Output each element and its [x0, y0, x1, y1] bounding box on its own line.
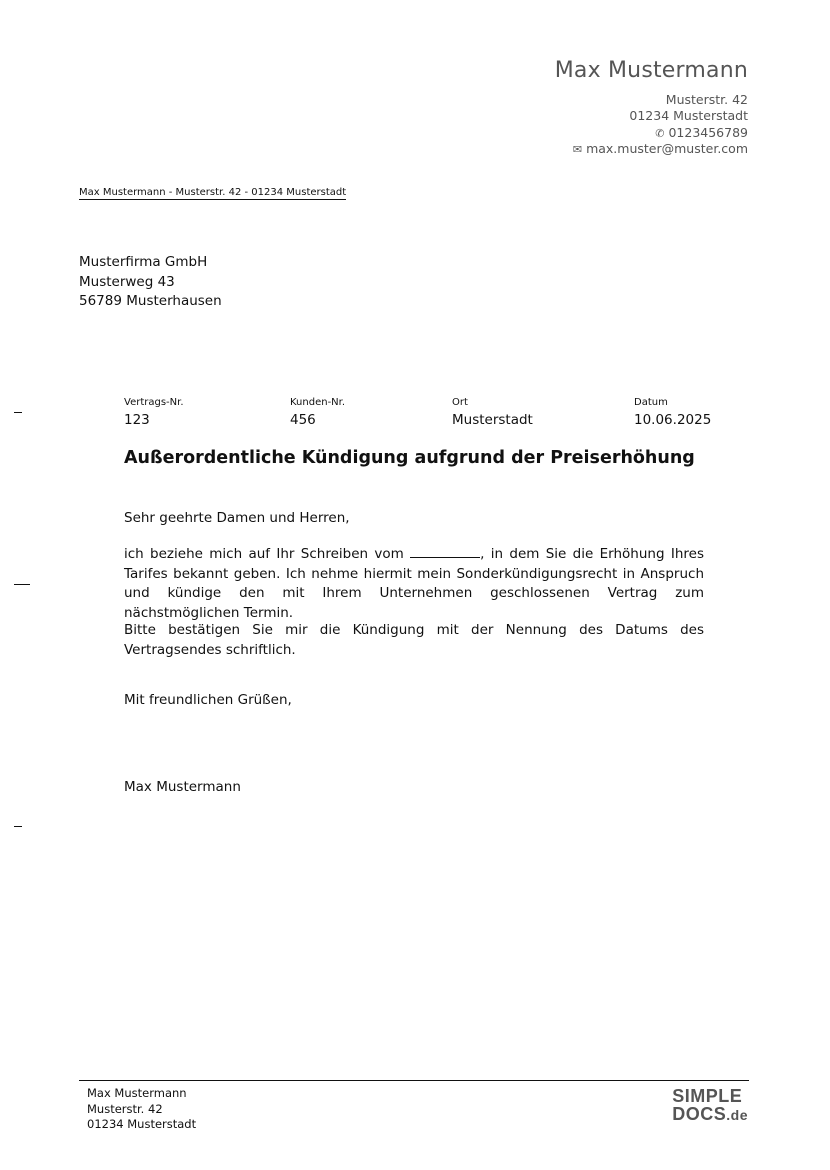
- ref-customer-label: Kunden-Nr.: [290, 397, 346, 408]
- ref-place: [452, 397, 533, 428]
- closing: Mit freundlichen Grüßen,: [124, 692, 292, 708]
- footer-name: Max Mustermann: [87, 1086, 187, 1100]
- sender-phone: 0123456789: [668, 125, 748, 140]
- logo-line-2: [672, 1105, 748, 1124]
- letter-subject: Außerordentliche Kündigung aufgrund der Preiserhöhung: [124, 448, 695, 468]
- fold-mark-bottom: [14, 826, 22, 827]
- recipient-street: Musterweg 43: [79, 273, 175, 290]
- recipient-address: [79, 253, 222, 312]
- paragraph-2: Bitte bestätigen Sie mir die Kündigung mit der Nennung des Datums des Vertragsendes schriftlich.: [124, 622, 704, 658]
- logo-tld: .de: [726, 1107, 748, 1123]
- sender-name: Max Mustermann: [554, 58, 748, 83]
- ref-customer-value: 456: [290, 412, 316, 428]
- logo-line-1: SIMPLE: [672, 1086, 743, 1106]
- recipient-company: Musterfirma GmbH: [79, 254, 208, 270]
- ref-place-value: Musterstadt: [452, 412, 533, 428]
- date-blank-line: [410, 545, 480, 558]
- simpledocs-logo: [672, 1087, 748, 1124]
- ref-place-label: Ort: [452, 397, 468, 408]
- ref-contract-value: 123: [124, 412, 150, 428]
- footer-divider: [79, 1080, 749, 1081]
- ref-date-label: Datum: [634, 397, 668, 408]
- ref-contract-label: Vertrags-Nr.: [124, 397, 184, 408]
- fold-mark-top: [14, 412, 22, 413]
- footer-address: [87, 1086, 196, 1133]
- signature-name: Max Mustermann: [124, 779, 241, 795]
- recipient-city: 56789 Musterhausen: [79, 293, 222, 309]
- ref-customer: [290, 397, 345, 428]
- footer-street: Musterstr. 42: [87, 1101, 163, 1116]
- footer-city: 01234 Musterstadt: [87, 1117, 197, 1131]
- ref-contract: [124, 397, 184, 428]
- paragraph-1-end: , in dem Sie die Erhöhung Ihres Tarifes bekannt geben. Ich nehme hiermit mein Sonderkündigungsrecht in Anspruch und kündige den mit Ihrem Unternehmen geschlossenen Vertrag zum nächstmöglichen Termin.: [124, 546, 704, 621]
- sender-phone-line: [655, 125, 748, 140]
- sender-email: max.muster@muster.com: [586, 141, 748, 156]
- phone-icon: ✆: [655, 127, 665, 140]
- paragraph-1-start: ich beziehe mich auf Ihr Schreiben vom: [124, 546, 404, 562]
- sender-email-line: [573, 141, 748, 156]
- paragraph-1: [124, 545, 704, 623]
- envelope-icon: ✉: [572, 143, 583, 156]
- sender-city: 01234 Musterstadt: [629, 108, 748, 123]
- return-address: Max Mustermann - Musterstr. 42 - 01234 Musterstadt: [79, 187, 347, 198]
- sender-street: Musterstr. 42: [665, 92, 748, 107]
- ref-date: [634, 397, 711, 428]
- punch-mark: [14, 584, 30, 585]
- salutation: Sehr geehrte Damen und Herren,: [124, 510, 350, 526]
- ref-date-value: 10.06.2025: [634, 412, 712, 428]
- logo-docs: DOCS: [672, 1104, 727, 1124]
